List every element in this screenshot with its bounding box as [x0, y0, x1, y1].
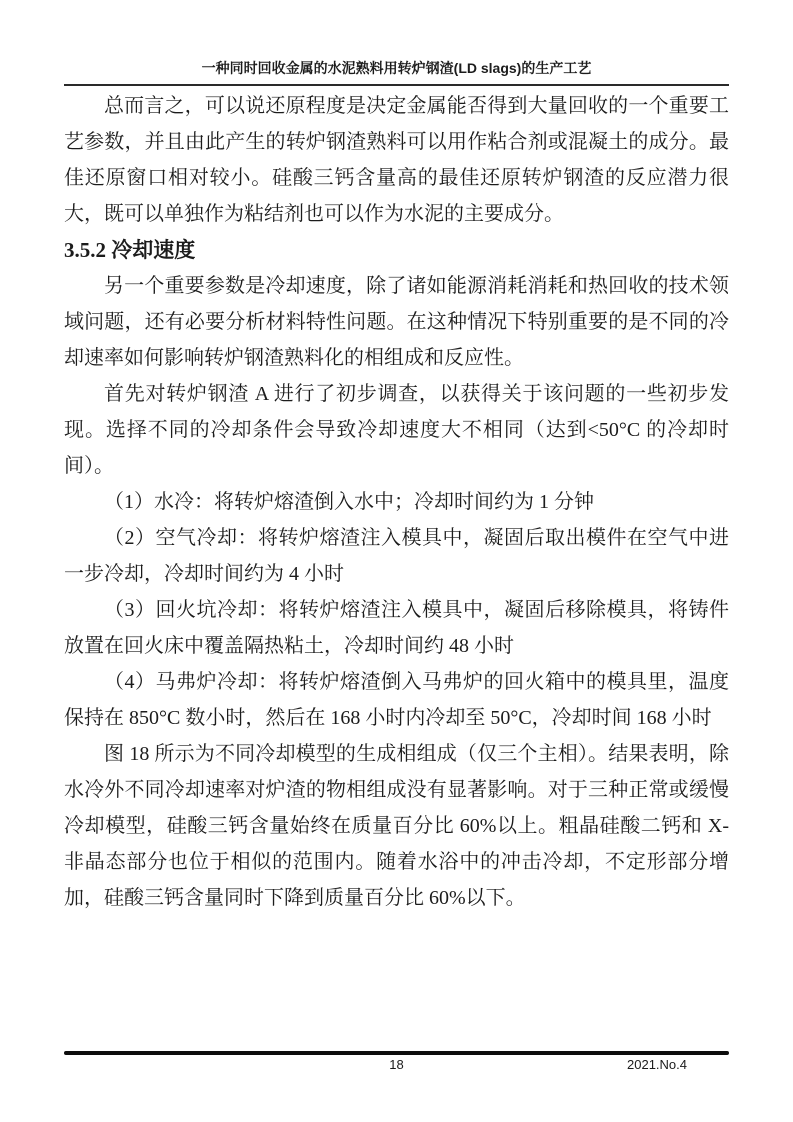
list-item-muffle-furnace-cooling: （4）马弗炉冷却：将转炉熔渣倒入马弗炉的回火箱中的模具里，温度保持在 850°C 数小时，然后在 168 小时内冷却至 50°C，冷却时间 168 小时 [64, 671, 729, 729]
paragraph-results: 图 18 所示为不同冷却模型的生成相组成（仅三个主相）。结果表明，除水冷外不同冷却速率对炉渣的物相组成没有显著影响。对于三种正常或缓慢冷却模型，硅酸三钙含量始终在质量百分比 60%以上。粗晶硅酸二钙和 X-非晶态部分也位于相似的范围内。随着水浴中的冲击冷却，不定形部分增加，硅酸三钙含量同时下降到质量百分比 60%以下。 [64, 743, 729, 909]
footer-divider [64, 1051, 729, 1055]
page-header [64, 60, 729, 86]
document-content [64, 88, 729, 916]
section-heading: 3.5.2 冷却速度 [64, 238, 196, 262]
list-item-air-cooling: （2）空气冷却：将转炉熔渣注入模具中，凝固后取出模件在空气中进一步冷却，冷却时间约为 4 小时 [64, 527, 729, 585]
issue-label: 2021.No.4 [627, 1057, 687, 1072]
paragraph-cooling-intro: 另一个重要参数是冷却速度，除了诸如能源消耗消耗和热回收的技术领域问题，还有必要分析材料特性问题。在这种情况下特别重要的是不同的冷却速率如何影响转炉钢渣熟料化的相组成和反应性。 [64, 275, 729, 369]
paragraph-preliminary-survey: 首先对转炉钢渣 A 进行了初步调查，以获得关于该问题的一些初步发现。选择不同的冷却条件会导致冷却速度大不相同（达到<50°C 的冷却时间）。 [64, 383, 729, 477]
list-item-water-cooling: （1）水冷：将转炉熔渣倒入水中；冷却时间约为 1 分钟 [104, 491, 594, 513]
page-number: 18 [389, 1057, 404, 1072]
header-title: 一种同时回收金属的水泥熟料用转炉钢渣(LD slags)的生产工艺 [201, 60, 592, 76]
paragraph-summary: 总而言之，可以说还原程度是决定金属能否得到大量回收的一个重要工艺参数，并且由此产生的转炉钢渣熟料可以用作粘合剂或混凝土的成分。最佳还原窗口相对较小。硅酸三钙含量高的最佳还原转炉钢渣的反应潜力很大，既可以单独作为粘结剂也可以作为水泥的主要成分。 [64, 95, 729, 225]
list-item-tempering-pit-cooling: （3）回火坑冷却：将转炉熔渣注入模具中，凝固后移除模具，将铸件放置在回火床中覆盖隔热粘土，冷却时间约 48 小时 [64, 599, 729, 657]
